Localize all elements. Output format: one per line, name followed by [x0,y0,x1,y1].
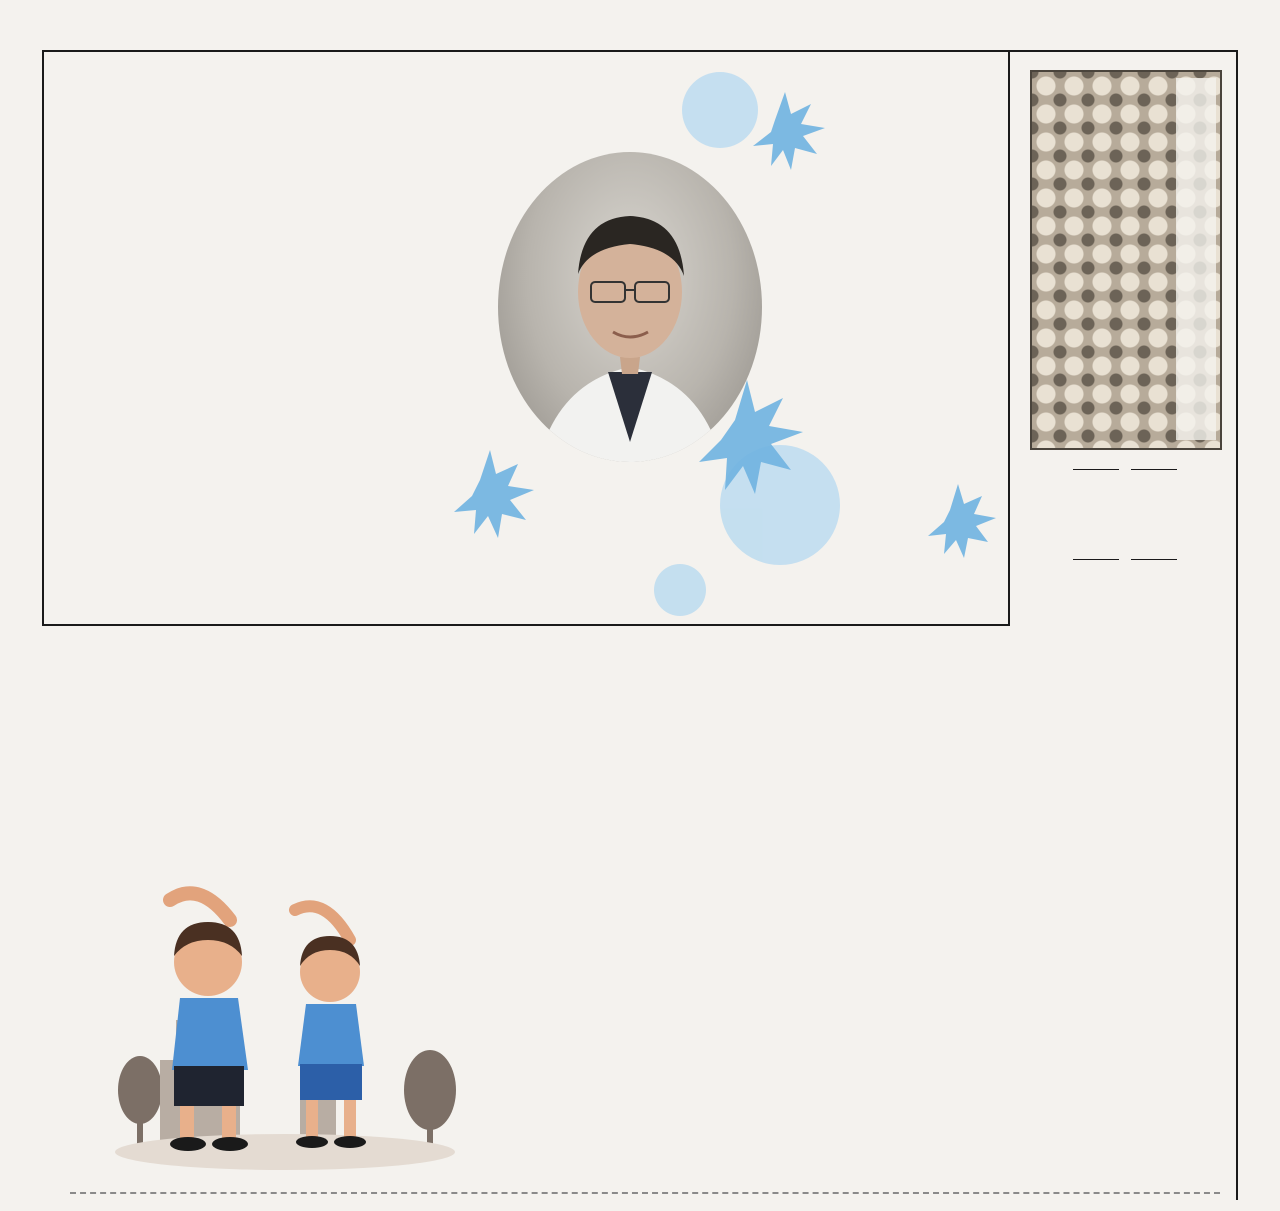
publisher-heading [1030,460,1220,478]
right-frame-line [1236,50,1238,1200]
author-portrait [498,152,762,462]
left-frame-line [42,50,44,626]
bottom-dashed-rule [70,1192,1220,1194]
masthead-banner [1030,70,1222,450]
portrait-figure [498,152,762,462]
top-rule [42,50,1238,52]
masthead-title [1176,78,1216,440]
printer-heading [1030,550,1220,568]
exercise-illustration [110,870,460,1180]
